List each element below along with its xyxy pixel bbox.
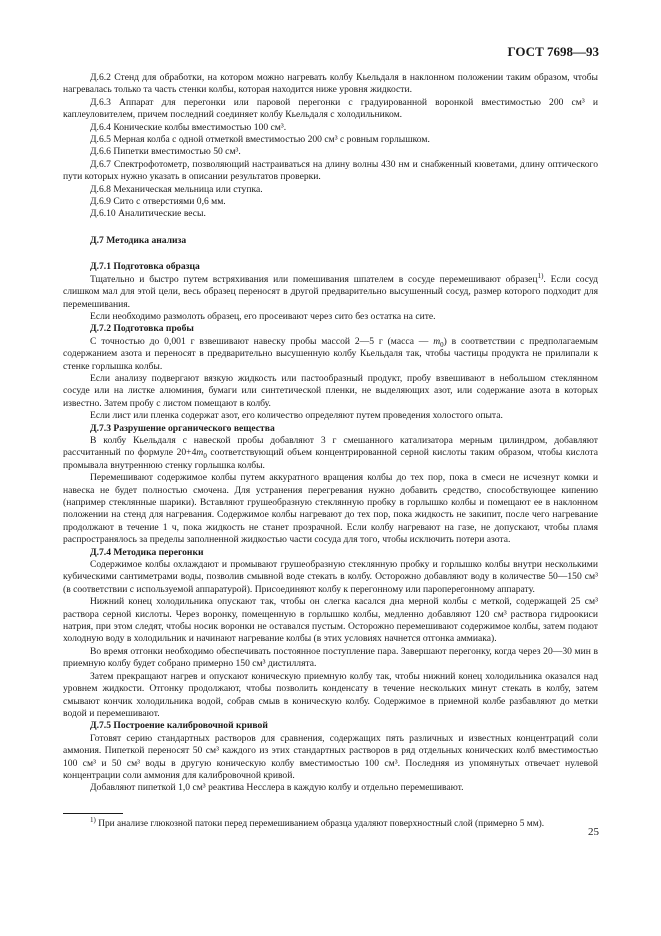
equipment-item: Д.6.5 Мерная колба с одной отметкой вместимостью 200 см³ с ровным горлышком. bbox=[90, 134, 430, 146]
footnote-divider bbox=[63, 813, 123, 814]
paragraph: Содержимое колбы охлаждают и промывают грушеобразную стеклянную пробку и горлышко колбы внутри несколькими кубическими сантиметрами воды, позволив смывной воде стекать в колбу. Осторожно добавляют воду в количестве 50—150 см³ (в соответствии с используемой аппаратурой). Присоединяют колбу к перегонному или пароперегонному аппарату. bbox=[63, 559, 598, 595]
paragraph: Нижний конец холодильника опускают так, чтобы он слегка касался дна мерной колбы с меткой, содержащей 25 см³ раствора серной кислоты. Через воронку, помещенную в горлышко колбы, медленно добавляют 120 см³ раствора гидроокиси натрия, при этом следят, чтобы носик воронки не оставался пустым. Осторожно перемешивают содержимое колбы, затем подают холодную воду в холодильник и начинают нагревание колбы (в этих условиях начнется отгонка аммиака). bbox=[63, 596, 598, 645]
section-title: Д.7 Методика анализа bbox=[90, 234, 187, 246]
equipment-item: Д.6.3 Аппарат для перегонки или паровой перегонки с градуированной воронкой вместимостью 200 см³ и каплеуловителем, причем последний соединяет колбу Кьельдаля с холодильником. bbox=[63, 96, 598, 121]
equipment-item: Д.6.7 Спектрофотометр, позволяющий настраиваться на длину волны 430 нм и снабженный кюветами, длину оптического пути которых нужно указать в описании результатов проверки. bbox=[63, 158, 598, 183]
equipment-item: Д.6.2 Стенд для обработки, на котором можно нагревать колбу Кьельдаля в наклонном положении таким образом, чтобы нагревалась только та часть стенки колбы, которая находится ниже уровня жидкости. bbox=[63, 72, 598, 96]
subsection-title-7-5: Д.7.5 Построение калибровочной кривой bbox=[90, 720, 268, 732]
equipment-item: Д.6.8 Механическая мельница или ступка. bbox=[90, 183, 263, 195]
paragraph: Затем прекращают нагрев и опускают коническую приемную колбу так, чтобы нижний конец холодильника оказался над уровнем жидкости. Отгонку продолжают, чтобы позволить конденсату в течение нескольких минут стекать в колбу, затем смывают кончик холодильника водой, собрав смыв в коническую колбу. Содержимое в приемной колбе разбавляют до метки водой и перемешивают. bbox=[63, 670, 598, 719]
paragraph: С точностью до 0,001 г взвешивают навеску пробы массой 2—5 г (масса — $m_0$) в соответствии с предполагаемым содержанием азота и переносят в предварительно высушенную колбу Кьельдаля так, чтобы частицы продукта не прилипали к стенке горлышка колбы. bbox=[63, 335, 598, 372]
subsection-title-7-4: Д.7.4 Методика перегонки bbox=[90, 546, 204, 558]
paragraph: Тщательно и быстро путем встряхивания или помешивания шпателем в сосуде перемешивают образец$^{1)}$. Если сосуд слишком мал для этой цели, весь образец переносят в другой предварительно высушенный сосуд, размер которого подходит для перемешивания. bbox=[63, 271, 598, 310]
subsection-title-7-1: Д.7.1 Подготовка образца bbox=[90, 261, 200, 273]
paragraph: В колбу Кьельдаля с навеской пробы добавляют 3 г смешанного катализатора мерным цилиндром, добавляют рассчитанный по формуле $20+4m_0$ соответствующий объем концентрированной серной кислоты таким образом, чтобы кислота промывала внутреннюю стенку горлышка колбы. bbox=[63, 434, 598, 471]
document-code: ГОСТ 7698—93 bbox=[507, 44, 599, 59]
subsection-title-7-2: Д.7.2 Подготовка пробы bbox=[90, 323, 194, 335]
subsection-title-7-3: Д.7.3 Разрушение органического вещества bbox=[90, 422, 275, 434]
footnote: $^{1)}$ При анализе глюкозной патоки перед перемешиванием образца удаляют поверхностный слой (примерно 5 мм). bbox=[90, 815, 545, 829]
page-content bbox=[63, 72, 598, 830]
paragraph: Если лист или пленка содержат азот, его количество определяют путем проведения холостого опыта. bbox=[90, 410, 503, 422]
paragraph: Добавляют пипеткой 1,0 см³ реактива Несслера в каждую колбу и отдельно перемешивают. bbox=[90, 782, 464, 794]
paragraph: Если анализу подвергают вязкую жидкость или пастообразный продукт, пробу взвешивают в небольшом стеклянном сосуде или на листке алюминия, бумаги или синтетической пленки, не выделяющих азот, или содержание азота в которых известно. Затем пробу с листом помещают в колбу. bbox=[63, 372, 598, 409]
equipment-item: Д.6.4 Конические колбы вместимостью 100 см³. bbox=[90, 121, 287, 133]
footnote-ref: 1) bbox=[537, 271, 544, 280]
paragraph: Перемешивают содержимое колбы путем аккуратного вращения колбы до тех пор, пока в смеси не исчезнут комки и навеска не будет полностью смочена. Для устранения перегревания нужно добавить средство, способствующее кипению (например стеклянные шарики). Вставляют грушеобразную стеклянную пробку в горлышко колбы и помещают ее в наклонном положении на стенд для нагревания. Содержимое колбы нагревают до тех пор, пока жидкость не закипит, после чего нагревание продолжают в течение 1 ч, пока жидкость не станет прозрачной. Если колбу нагревают на газе, не допускают, чтобы пламя распространялось за пределы заполненной жидкостью части сосуда для того, чтобы исключить потери азота. bbox=[63, 472, 598, 546]
paragraph: Если необходимо размолоть образец, его просеивают через сито без остатка на сите. bbox=[90, 310, 436, 322]
paragraph: Во время отгонки необходимо обеспечивать постоянное поступление пара. Завершают перегонку, когда через 20—30 мин в приемную колбу будет собрано примерно 150 см³ дистиллята. bbox=[63, 645, 598, 670]
equipment-item: Д.6.9 Сито с отверстиями 0,6 мм. bbox=[90, 196, 226, 208]
equipment-item: Д.6.6 Пипетки вместимостью 50 см³. bbox=[90, 146, 241, 158]
equipment-item: Д.6.10 Аналитические весы. bbox=[90, 208, 206, 220]
page-number: 25 bbox=[588, 826, 599, 838]
paragraph: Готовят серию стандартных растворов для сравнения, содержащих пять различных и известных концентраций соли аммония. Пипеткой переносят 50 см³ каждого из этих стандартных растворов в ряд отдельных конических колб вместимостью 100 см³ и 50 см³ воды в другую коническую колбу вместимостью 100 см³. Последняя из упомянутых отвечает нулевой концентрации соли аммония для калибровочной кривой. bbox=[63, 732, 598, 781]
